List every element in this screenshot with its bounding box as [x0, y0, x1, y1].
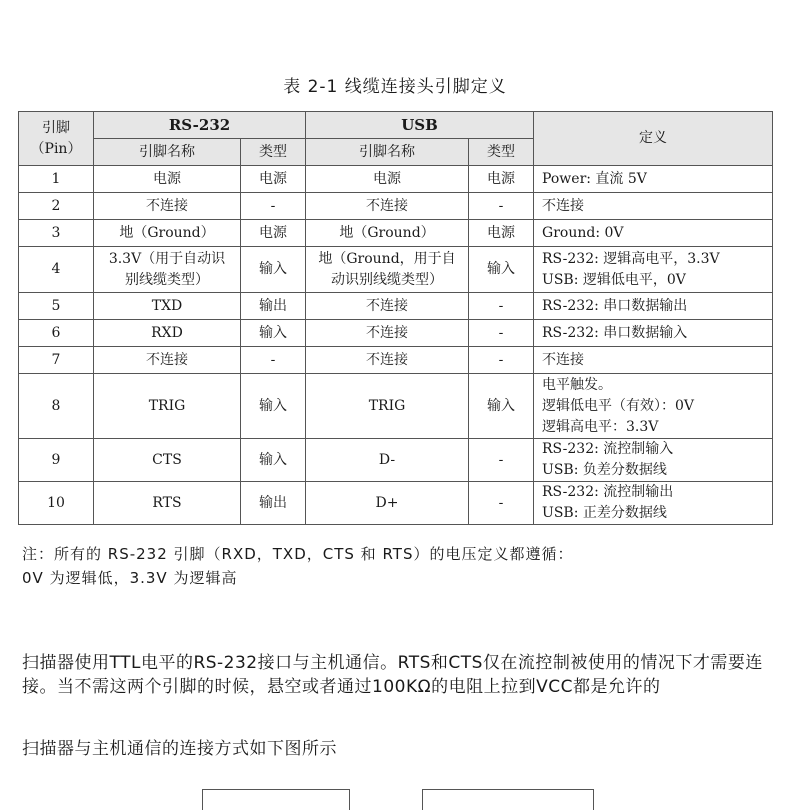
definition-cell-line: RS-232: 流控制输出 — [542, 484, 674, 500]
usb-pin-name-cell-line: 电源 — [373, 170, 402, 187]
table-row — [19, 439, 773, 482]
rs232-type-cell: 输出 — [241, 482, 306, 525]
rs232-pin-name-cell — [94, 193, 241, 220]
rs232-type-cell: - — [241, 347, 306, 374]
definition-cell-line: RS-232: 流控制输入 — [542, 441, 674, 457]
definition-cell — [534, 347, 773, 374]
interface-paragraph: 扫描器使用TTL电平的RS-232接口与主机通信。RTS和CTS仅在流控制被使用的情况下才需要连接。当不需这两个引脚的时候，悬空或者通过100KΩ的电阻上拉到VCC都是允许的 — [22, 653, 763, 697]
rs232-pin-name-cell-line: RTS — [152, 494, 182, 511]
definition-cell — [534, 193, 773, 220]
definition-cell — [534, 220, 773, 247]
rs232-pin-name-cell-line: 不连接 — [146, 197, 188, 214]
pin-definition-table — [18, 111, 773, 525]
rs232-type-cell: 输入 — [241, 320, 306, 347]
usb-pin-name-cell-line: 不连接 — [366, 351, 409, 368]
rs232-pin-name-cell — [94, 347, 241, 374]
usb-pin-name-cell-line: 不连接 — [366, 324, 409, 341]
definition-cell — [534, 166, 773, 193]
usb-type-cell: - — [469, 439, 534, 482]
rs232-type-cell: 输入 — [241, 439, 306, 482]
definition-cell-line: 逻辑高电平：3.3V — [542, 418, 659, 435]
usb-pin-name-cell-line: 地（Ground） — [339, 224, 435, 241]
rs232-pin-name-cell — [94, 166, 241, 193]
table-caption: 表 2-1 线缆连接头引脚定义 — [283, 77, 507, 97]
rs232-pin-name-cell-line: 3.3V（用于自动识 — [108, 250, 226, 267]
definition-cell — [534, 247, 773, 293]
rs232-type-cell: 电源 — [241, 166, 306, 193]
pin-number-cell: 8 — [19, 374, 94, 439]
rs232-type-cell: 输出 — [241, 293, 306, 320]
usb-type-cell: - — [469, 320, 534, 347]
rs232-pin-name-cell — [94, 220, 241, 247]
connection-paragraph: 扫描器与主机通信的连接方式如下图所示 — [22, 739, 337, 759]
usb-type-cell: - — [469, 347, 534, 374]
header-pin — [19, 112, 94, 166]
rs232-type-cell: - — [241, 193, 306, 220]
rs232-pin-name-cell — [94, 247, 241, 293]
usb-pin-name-cell — [306, 320, 469, 347]
voltage-note — [22, 542, 772, 590]
pin-number-cell: 3 — [19, 220, 94, 247]
rs232-type-cell: 输入 — [241, 247, 306, 293]
note-line-1: 注：所有的 RS-232 引脚（RXD，TXD，CTS 和 RTS）的电压定义都遵循： — [22, 545, 574, 563]
header-rs232-pin-name: 引脚名称 — [94, 139, 241, 166]
rs232-pin-name-cell-line: 不连接 — [146, 351, 188, 368]
rs232-pin-name-cell-line: 地（Ground） — [119, 224, 215, 241]
rs232-pin-name-cell-line: RXD — [151, 324, 183, 341]
table-row — [19, 220, 773, 247]
header-rs232: RS-232 — [94, 112, 306, 139]
pin-number-cell: 10 — [19, 482, 94, 525]
rs232-pin-name-cell-line: TXD — [151, 297, 183, 314]
usb-pin-name-cell-line: TRIG — [368, 397, 406, 414]
usb-pin-name-cell-line: D- — [378, 451, 396, 468]
table-row — [19, 247, 773, 293]
diagram-box-right — [422, 789, 594, 810]
usb-pin-name-cell — [306, 166, 469, 193]
definition-cell-line: 不连接 — [542, 351, 585, 368]
rs232-pin-name-cell-line: 别线缆类型） — [125, 271, 209, 288]
pin-number-cell: 5 — [19, 293, 94, 320]
rs232-type-cell: 电源 — [241, 220, 306, 247]
definition-cell-line: 电平触发。 — [542, 376, 613, 393]
header-usb-pin-name: 引脚名称 — [306, 139, 469, 166]
usb-type-cell: - — [469, 293, 534, 320]
usb-pin-name-cell-line: 不连接 — [366, 197, 409, 214]
pin-number-cell: 6 — [19, 320, 94, 347]
definition-cell-line: 不连接 — [542, 197, 585, 214]
definition-cell-line: 逻辑低电平（有效）：0V — [542, 397, 695, 414]
pin-number-cell: 1 — [19, 166, 94, 193]
table-row — [19, 293, 773, 320]
header-pin-line2: （Pin） — [30, 140, 82, 157]
definition-cell — [534, 482, 773, 525]
usb-pin-name-cell — [306, 439, 469, 482]
definition-cell — [534, 374, 773, 439]
table-row — [19, 320, 773, 347]
table-row — [19, 482, 773, 525]
header-definition: 定义 — [534, 112, 773, 166]
table-row — [19, 193, 773, 220]
usb-type-cell: 输入 — [469, 247, 534, 293]
header-rs232-type: 类型 — [241, 139, 306, 166]
usb-type-cell: - — [469, 482, 534, 525]
pin-number-cell: 9 — [19, 439, 94, 482]
usb-pin-name-cell-line: 不连接 — [366, 297, 409, 314]
rs232-pin-name-cell — [94, 482, 241, 525]
rs232-pin-name-cell-line: 电源 — [153, 170, 181, 187]
usb-pin-name-cell — [306, 347, 469, 374]
rs232-pin-name-cell — [94, 320, 241, 347]
table-row — [19, 166, 773, 193]
usb-type-cell: 电源 — [469, 220, 534, 247]
rs232-pin-name-cell — [94, 293, 241, 320]
usb-pin-name-cell — [306, 193, 469, 220]
definition-cell-line: USB: 正差分数据线 — [542, 505, 667, 521]
definition-cell-line: USB: 逻辑低电平，0V — [542, 271, 686, 288]
diagram-box-left — [202, 789, 350, 810]
rs232-pin-name-cell-line: CTS — [152, 451, 182, 468]
usb-type-cell: - — [469, 193, 534, 220]
usb-pin-name-cell-line: 动识别线缆类型） — [331, 271, 444, 288]
rs232-pin-name-cell — [94, 439, 241, 482]
header-usb-type: 类型 — [469, 139, 534, 166]
header-usb: USB — [306, 112, 534, 139]
header-pin-line1: 引脚 — [42, 119, 70, 136]
usb-pin-name-cell — [306, 293, 469, 320]
pin-number-cell: 2 — [19, 193, 94, 220]
usb-pin-name-cell — [306, 247, 469, 293]
usb-type-cell: 输入 — [469, 374, 534, 439]
definition-cell-line: Power: 直流 5V — [542, 170, 647, 187]
definition-cell-line: Ground: 0V — [542, 224, 624, 241]
definition-cell-line: USB: 负差分数据线 — [542, 462, 667, 478]
definition-cell — [534, 293, 773, 320]
definition-cell-line: RS-232: 串口数据输入 — [542, 324, 688, 341]
definition-cell-line: RS-232: 串口数据输出 — [542, 297, 688, 314]
definition-cell — [534, 439, 773, 482]
usb-pin-name-cell-line: 地（Ground，用于自 — [318, 250, 456, 267]
definition-cell — [534, 320, 773, 347]
usb-pin-name-cell — [306, 482, 469, 525]
table-row — [19, 374, 773, 439]
pin-number-cell: 4 — [19, 247, 94, 293]
usb-type-cell: 电源 — [469, 166, 534, 193]
usb-pin-name-cell — [306, 220, 469, 247]
pin-number-cell: 7 — [19, 347, 94, 374]
definition-cell-line: RS-232: 逻辑高电平，3.3V — [542, 250, 720, 267]
note-line-2: 0V 为逻辑低，3.3V 为逻辑高 — [22, 569, 238, 587]
usb-pin-name-cell — [306, 374, 469, 439]
table-row — [19, 347, 773, 374]
rs232-type-cell: 输入 — [241, 374, 306, 439]
rs232-pin-name-cell-line: TRIG — [148, 397, 186, 414]
usb-pin-name-cell-line: D+ — [375, 494, 399, 511]
rs232-pin-name-cell — [94, 374, 241, 439]
